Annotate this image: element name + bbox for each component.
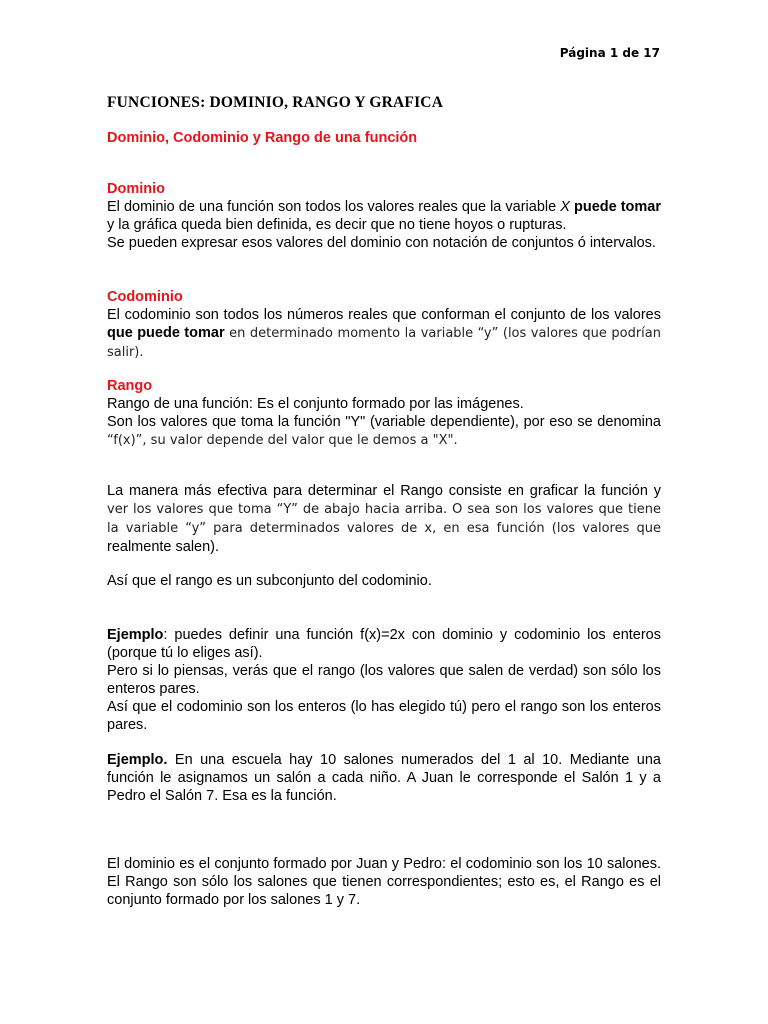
ejemplo2-paragraph (107, 751, 661, 805)
rango-section (107, 377, 661, 450)
asi-paragraph: Así que el rango es un subconjunto del codominio. (107, 573, 432, 589)
codominio-text-b: en determinado momento la variable “y” (los valores que podrían salir). (107, 326, 661, 360)
dominio-bold: puede tomar (573, 199, 662, 215)
dominio-section (107, 180, 661, 252)
codominio-bold: que puede tomar (107, 325, 225, 341)
final-paragraph: El dominio es el conjunto formado por Juan y Pedro: el codominio son los 10 salones. El Rango son sólo los salones que tienen correspondientes; esto es, el Rango es el conjunto formado por los salones 1 y 7. (107, 856, 661, 908)
rango-paragraph-2 (107, 413, 661, 450)
ejemplo2-section (107, 751, 661, 805)
manera-text-b: ver los valores que toma “Y” de abajo hacia arriba. O sea son los valores que tiene la variable “y” para determinados valores de x, en esa función (los valores que (107, 502, 661, 536)
ejemplo2-text: En una escuela hay 10 salones numerados del 1 al 10. Mediante una función le asignamos un salón a cada niño. A Juan le corresponde el Salón 1 y a Pedro el Salón 7. Esa es la función. (107, 752, 661, 804)
dominio-text-b: y la gráfica queda bien definida, es decir que no tiene hoyos o rupturas. (107, 217, 567, 233)
rango-paragraph-1: Rango de una función: Es el conjunto formado por las imágenes. (107, 396, 524, 412)
ejemplo1-text: : puedes definir una función f(x)=2x con dominio y codominio los enteros (porque tú lo eliges así). (107, 627, 661, 661)
ejemplo1-paragraph-3: Así que el codominio son los enteros (lo has elegido tú) pero el rango son los enteros pares. (107, 699, 661, 733)
dominio-paragraph-2: Se pueden expresar esos valores del dominio con notación de conjuntos ó intervalos. (107, 235, 656, 251)
dominio-paragraph-1 (107, 198, 661, 234)
manera-text-a: La manera más efectiva para determinar el Rango consiste en graficar la función y (107, 483, 661, 499)
manera-paragraph (107, 482, 661, 556)
rango-heading: Rango (107, 378, 153, 394)
ejemplo1-label: Ejemplo (107, 627, 164, 643)
ejemplo2-label: Ejemplo. (107, 752, 168, 768)
document-title: FUNCIONES: DOMINIO, RANGO Y GRAFICA (107, 94, 444, 111)
dominio-text-a: El dominio de una función son todos los valores reales que la variable (107, 199, 561, 215)
dominio-variable: X (560, 199, 570, 215)
section-subtitle: Dominio, Codominio y Rango de una función (107, 130, 418, 146)
codominio-section (107, 288, 661, 362)
dominio-heading: Dominio (107, 181, 165, 197)
codominio-heading: Codominio (107, 289, 183, 305)
rango-text-b: “f(x)”, su valor depende del valor que le demos a "X". (107, 433, 458, 448)
final-section (107, 855, 661, 909)
manera-text-c: realmente salen). (107, 539, 220, 555)
codominio-text-a: El codominio son todos los números reales que conforman el conjunto de los valores (107, 307, 661, 323)
ejemplo1-paragraph-1 (107, 626, 661, 662)
manera-section (107, 482, 661, 556)
ejemplo1-paragraph-2: Pero si lo piensas, verás que el rango (los valores que salen de verdad) son sólo los enteros pares. (107, 663, 661, 697)
page-number: Página 1 de 17 (559, 46, 660, 60)
codominio-paragraph (107, 306, 661, 362)
ejemplo1-section (107, 626, 661, 734)
rango-text-a: Son los valores que toma la función "Y" (variable dependiente), por eso se denomina (107, 414, 661, 430)
asi-section (107, 572, 661, 590)
